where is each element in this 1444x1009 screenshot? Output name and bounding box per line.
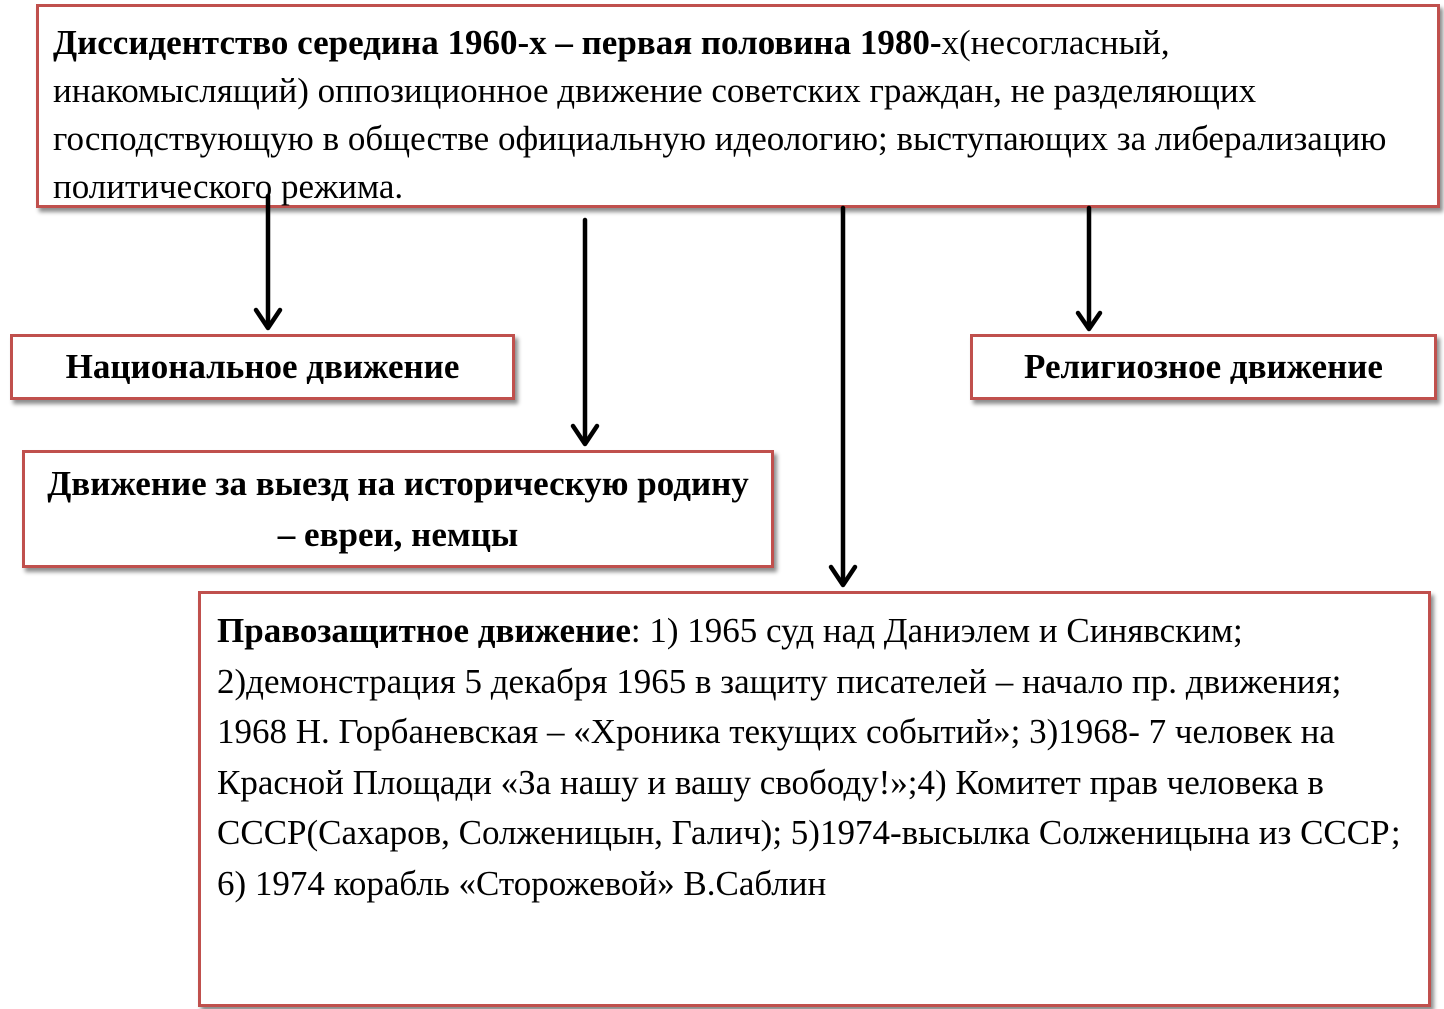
emigration-movement-label: Движение за выезд на историческую родину – евреи, немцы — [47, 464, 749, 554]
national-movement-box — [10, 334, 515, 400]
emigration-movement-box — [22, 450, 774, 568]
dissidence-definition: х(несогласный, инакомыслящий) оппозиционное движение советских граждан, не разделяющих господствующую в обществе официальную идеологию; выступающих за либерализацию политического режима. — [53, 23, 1387, 206]
religious-movement-box — [970, 334, 1437, 400]
arrow-to-national — [256, 196, 280, 328]
human-rights-movement-box — [198, 591, 1431, 1007]
arrow-to-rights — [831, 208, 855, 585]
human-rights-details: : 1) 1965 суд над Даниэлем и Синявским; 2)демонстрация 5 декабря 1965 в защиту писателей – начало пр. движения; 1968 Н. Горбаневская – «Хроника текущих событий»; 3)1968- 7 человек на Красной Площади «За нашу и вашу свободу!»;4) Комитет прав человека в СССР(Сахаров, Солженицын, Галич); 5)1974-высылка Солженицына из СССР; 6) 1974 корабль «Сторожевой» В.Саблин — [217, 611, 1401, 903]
dissidence-title: Диссидентство середина 1960-х – первая половина 1980- — [53, 23, 942, 62]
human-rights-title: Правозащитное движение — [217, 611, 631, 650]
religious-movement-label: Религиозное движение — [1024, 347, 1383, 386]
national-movement-label: Национальное движение — [65, 347, 460, 386]
arrow-to-religious — [1078, 208, 1100, 329]
arrow-to-emigration — [573, 220, 597, 444]
